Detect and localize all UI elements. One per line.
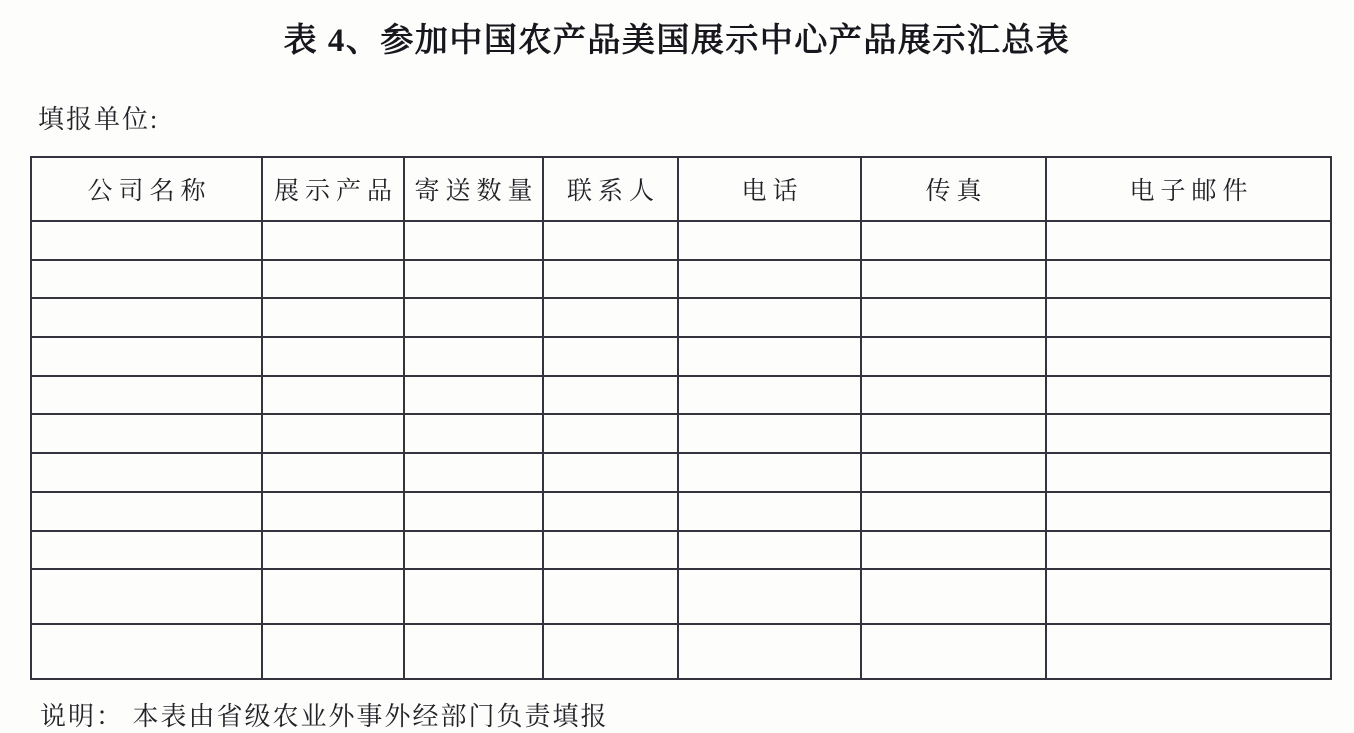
column-header-contact-person: 联系人 [543,157,678,221]
table-cell [861,492,1046,531]
table-cell [404,624,543,679]
table-row [31,492,1331,531]
table-cell [31,298,262,337]
reporting-unit-label: 填报单位: [38,105,160,134]
table-cell [404,376,543,415]
table-cell [861,376,1046,415]
table-cell [1046,624,1331,679]
table-cell [1046,260,1331,299]
table-cell [678,298,861,337]
table-cell [262,260,404,299]
table-cell [1046,453,1331,492]
table-cell [404,414,543,453]
table-cell [861,298,1046,337]
table-cell [31,492,262,531]
table-cell [262,376,404,415]
table-cell [678,531,861,570]
table-cell [1046,569,1331,624]
table-cell [861,569,1046,624]
summary-table [30,156,1332,680]
table-cell [861,414,1046,453]
column-header-display-product: 展示产品 [262,157,404,221]
column-header-email: 电子邮件 [1046,157,1331,221]
table-cell [404,453,543,492]
table-cell [262,624,404,679]
table-cell [861,531,1046,570]
table-cell [262,337,404,376]
table-cell [31,260,262,299]
table-row [31,569,1331,624]
table-row [31,376,1331,415]
table-cell [31,337,262,376]
column-header-quantity-sent: 寄送数量 [404,157,543,221]
table-cell [31,569,262,624]
table-cell [543,492,678,531]
table-cell [861,221,1046,260]
table-row [31,260,1331,299]
table-header [31,157,1331,221]
table-row [31,221,1331,260]
table-cell [678,624,861,679]
table-cell [678,337,861,376]
table-cell [262,492,404,531]
table-cell [678,569,861,624]
table-cell [678,260,861,299]
table-cell [1046,337,1331,376]
table-cell [678,453,861,492]
table-cell [31,453,262,492]
table-cell [861,624,1046,679]
table-cell [1046,414,1331,453]
table-cell [404,569,543,624]
table-cell [543,376,678,415]
table-cell [404,531,543,570]
table-row [31,337,1331,376]
table-cell [543,298,678,337]
table-cell [543,624,678,679]
table-row [31,531,1331,570]
column-header-phone: 电话 [678,157,861,221]
table-cell [31,624,262,679]
table-row [31,453,1331,492]
table-cell [31,376,262,415]
table-cell [861,453,1046,492]
table-cell [543,414,678,453]
table-cell [1046,298,1331,337]
table-cell [543,337,678,376]
column-header-fax: 传真 [861,157,1046,221]
table-cell [404,221,543,260]
table-cell [262,453,404,492]
table-cell [404,492,543,531]
table-cell [262,298,404,337]
table-cell [861,260,1046,299]
table-cell [678,492,861,531]
table-cell [1046,221,1331,260]
table-cell [543,569,678,624]
table-cell [1046,531,1331,570]
table-cell [31,221,262,260]
table-cell [1046,492,1331,531]
table-cell [404,337,543,376]
table-row [31,624,1331,679]
table-cell [262,414,404,453]
table-cell [1046,376,1331,415]
table-cell [543,260,678,299]
table-cell [404,260,543,299]
column-header-company-name: 公司名称 [31,157,262,221]
table-cell [543,453,678,492]
table-cell [678,221,861,260]
table-cell [31,414,262,453]
table-header-row [31,157,1331,221]
table-cell [262,569,404,624]
table-cell [31,531,262,570]
table-cell [262,531,404,570]
table-cell [861,337,1046,376]
table-cell [262,221,404,260]
summary-table-body [31,221,1331,679]
table-cell [678,414,861,453]
table-cell [543,531,678,570]
table-cell [543,221,678,260]
table-note: 说明： 本表由省级农业外事外经部门负责填报 [40,702,609,731]
table-row [31,414,1331,453]
table-row [31,298,1331,337]
page-title: 表 4、参加中国农产品美国展示中心产品展示汇总表 [283,23,1071,59]
table-cell [404,298,543,337]
table-cell [678,376,861,415]
